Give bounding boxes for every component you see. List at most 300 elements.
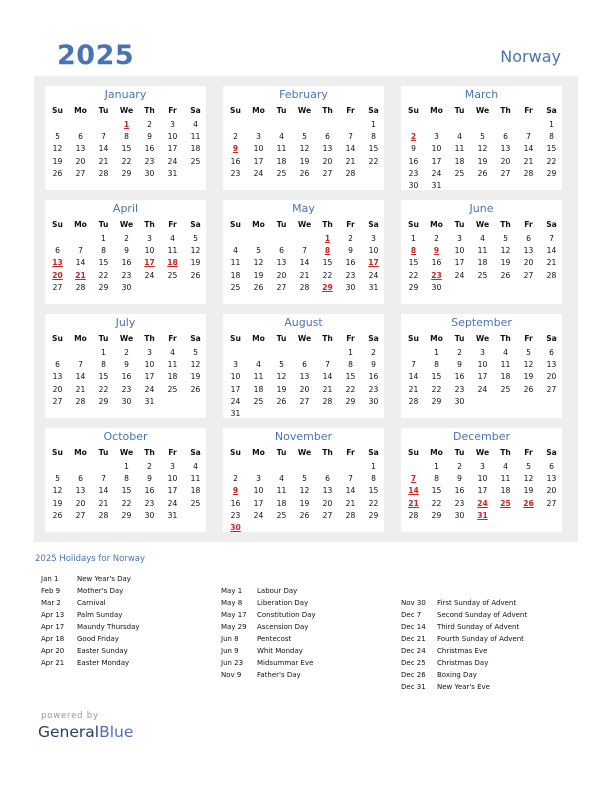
- day-cell: 2: [434, 234, 439, 243]
- month-title: August: [284, 316, 323, 329]
- day-cell: 12: [477, 144, 488, 154]
- holiday-date: Apr 13: [41, 611, 65, 619]
- day-cell: 23: [121, 270, 132, 280]
- day-cell: 26: [253, 282, 264, 292]
- day-cell: 17: [431, 156, 442, 166]
- day-cell: 19: [523, 486, 534, 496]
- day-cell: 2: [147, 462, 152, 471]
- holiday-date: Apr 18: [41, 635, 65, 643]
- page-title-year: 2025: [57, 40, 135, 71]
- weekday-label: Tu: [98, 334, 109, 343]
- day-cell: 23: [454, 498, 465, 508]
- day-cell: 4: [233, 246, 238, 256]
- day-cell: 7: [78, 360, 83, 370]
- day-cell: 5: [302, 474, 307, 484]
- day-cell: 24: [368, 270, 379, 280]
- month-october: [45, 428, 206, 532]
- month-july: [45, 314, 206, 418]
- weekday-label: We: [297, 220, 312, 229]
- holiday-name: New Year's Day: [77, 575, 131, 583]
- holiday-day: 8: [410, 246, 417, 256]
- day-cell: 22: [322, 270, 333, 280]
- day-cell: 6: [526, 234, 531, 243]
- day-cell: 22: [121, 498, 132, 508]
- day-cell: 14: [75, 258, 86, 268]
- brand-logo[interactable]: [38, 723, 133, 741]
- month-title: March: [464, 88, 499, 101]
- weekday-label: Th: [322, 334, 333, 343]
- day-cell: 27: [546, 384, 557, 394]
- weekday-label: We: [297, 448, 312, 457]
- day-cell: 15: [98, 258, 109, 268]
- day-cell: 30: [454, 510, 465, 520]
- holiday-row: [41, 599, 106, 608]
- day-cell: 29: [98, 396, 109, 406]
- weekday-label: Th: [322, 106, 333, 115]
- weekday-label: Sa: [368, 106, 379, 115]
- weekday-label: Tu: [276, 220, 287, 229]
- day-cell: 5: [55, 132, 60, 142]
- day-cell: 16: [230, 498, 241, 508]
- day-cell: 15: [121, 486, 132, 496]
- weekday-label: Mo: [430, 106, 443, 115]
- day-cell: 18: [190, 144, 201, 154]
- day-cell: 23: [345, 270, 356, 280]
- day-cell: 1: [549, 120, 554, 129]
- day-cell: 23: [408, 168, 419, 178]
- holiday-row: [221, 611, 316, 620]
- weekday-label: Mo: [74, 220, 87, 229]
- holiday-date: Apr 20: [41, 647, 65, 655]
- day-cell: 6: [55, 246, 60, 256]
- weekday-label: Sa: [190, 220, 201, 229]
- day-cell: 19: [190, 372, 201, 382]
- holiday-name: Easter Sunday: [77, 647, 128, 655]
- day-cell: 7: [549, 234, 554, 243]
- day-cell: 4: [457, 132, 462, 142]
- day-cell: 29: [431, 510, 442, 520]
- day-cell: 2: [233, 132, 238, 142]
- holiday-row: [41, 659, 129, 668]
- day-cell: 18: [276, 498, 287, 508]
- day-cell: 23: [121, 384, 132, 394]
- holiday-day: 7: [410, 474, 417, 484]
- day-cell: 20: [276, 270, 287, 280]
- holiday-row: [401, 599, 516, 608]
- day-cell: 6: [503, 132, 508, 142]
- day-cell: 23: [368, 384, 379, 394]
- day-cell: 12: [523, 474, 534, 484]
- day-cell: 6: [78, 132, 83, 142]
- month-title: February: [279, 88, 328, 101]
- holiday-day: 9: [232, 486, 239, 496]
- day-cell: 10: [477, 474, 488, 484]
- day-cell: 3: [480, 348, 485, 357]
- day-cell: 27: [52, 282, 63, 292]
- weekday-label: Su: [52, 220, 63, 229]
- holiday-date: Nov 9: [221, 671, 242, 679]
- day-cell: 7: [302, 246, 307, 256]
- day-cell: 29: [98, 282, 109, 292]
- day-cell: 28: [98, 510, 109, 520]
- weekday-label: Sa: [546, 220, 557, 229]
- day-cell: 30: [121, 396, 132, 406]
- weekday-label: Su: [408, 334, 419, 343]
- month-january: [45, 86, 206, 190]
- day-cell: 25: [253, 396, 264, 406]
- day-cell: 22: [431, 498, 442, 508]
- day-cell: 8: [549, 132, 554, 142]
- day-cell: 26: [523, 384, 534, 394]
- day-cell: 8: [371, 474, 376, 484]
- day-cell: 27: [322, 510, 333, 520]
- day-cell: 3: [434, 132, 439, 142]
- day-cell: 26: [299, 168, 310, 178]
- weekday-label: Sa: [368, 334, 379, 343]
- day-cell: 21: [546, 258, 557, 268]
- day-cell: 20: [75, 156, 86, 166]
- day-cell: 27: [52, 396, 63, 406]
- holiday-name: Maundy Thursday: [77, 623, 140, 631]
- day-cell: 27: [75, 168, 86, 178]
- weekday-label: We: [475, 106, 490, 115]
- day-cell: 3: [170, 120, 175, 129]
- day-cell: 22: [98, 270, 109, 280]
- month-title: November: [274, 430, 333, 443]
- weekday-label: Fr: [168, 448, 177, 457]
- day-cell: 27: [75, 510, 86, 520]
- day-cell: 21: [322, 384, 333, 394]
- holiday-row: [401, 671, 477, 680]
- day-cell: 7: [348, 474, 353, 484]
- day-cell: 1: [371, 120, 376, 129]
- weekday-label: We: [297, 334, 312, 343]
- day-cell: 20: [75, 498, 86, 508]
- day-cell: 10: [167, 474, 178, 484]
- holiday-day: 21: [75, 270, 86, 280]
- country-name: Norway: [500, 47, 561, 66]
- day-cell: 21: [299, 270, 310, 280]
- holiday-day: 18: [167, 258, 178, 268]
- weekday-label: Th: [500, 106, 511, 115]
- weekday-label: Sa: [546, 334, 557, 343]
- weekday-label: Fr: [168, 220, 177, 229]
- holiday-row: [41, 623, 140, 632]
- day-cell: 30: [368, 396, 379, 406]
- holiday-date: Dec 21: [401, 635, 426, 643]
- day-cell: 30: [121, 282, 132, 292]
- holiday-day: 1: [123, 120, 130, 129]
- day-cell: 22: [368, 156, 379, 166]
- weekday-label: Tu: [276, 106, 287, 115]
- holiday-row: [401, 647, 487, 656]
- month-title: May: [292, 202, 315, 215]
- holiday-row: [401, 659, 488, 668]
- weekday-label: Sa: [190, 448, 201, 457]
- day-cell: 7: [101, 132, 106, 142]
- holiday-day: 24: [477, 498, 488, 508]
- day-cell: 10: [144, 360, 155, 370]
- day-cell: 23: [144, 498, 155, 508]
- day-cell: 2: [124, 348, 129, 357]
- day-cell: 13: [299, 372, 310, 382]
- weekday-label: We: [119, 448, 134, 457]
- day-cell: 3: [256, 132, 261, 142]
- day-cell: 4: [279, 132, 284, 142]
- month-march: [401, 86, 562, 190]
- day-cell: 6: [279, 246, 284, 256]
- day-cell: 19: [477, 156, 488, 166]
- month-may: [223, 200, 384, 304]
- day-cell: 5: [480, 132, 485, 142]
- weekday-label: Mo: [74, 448, 87, 457]
- day-cell: 2: [348, 234, 353, 243]
- day-cell: 30: [454, 396, 465, 406]
- brand-part-2: Blue: [99, 723, 134, 741]
- weekday-label: Th: [322, 448, 333, 457]
- day-cell: 18: [190, 486, 201, 496]
- day-cell: 11: [190, 132, 201, 142]
- holiday-day: 30: [230, 523, 241, 532]
- day-cell: 10: [477, 360, 488, 370]
- day-cell: 5: [279, 360, 284, 370]
- day-cell: 23: [144, 156, 155, 166]
- day-cell: 25: [230, 282, 241, 292]
- day-cell: 6: [78, 474, 83, 484]
- weekday-label: Th: [500, 220, 511, 229]
- day-cell: 12: [299, 144, 310, 154]
- day-cell: 15: [431, 486, 442, 496]
- holiday-day: 29: [322, 282, 333, 292]
- day-cell: 14: [98, 144, 109, 154]
- day-cell: 16: [144, 144, 155, 154]
- day-cell: 20: [299, 384, 310, 394]
- holiday-name: Christmas Eve: [437, 647, 488, 655]
- day-cell: 22: [546, 156, 557, 166]
- holiday-row: [41, 635, 119, 644]
- month-title: April: [112, 202, 139, 215]
- weekday-label: Tu: [454, 448, 465, 457]
- day-cell: 15: [368, 144, 379, 154]
- day-cell: 11: [190, 474, 201, 484]
- day-cell: 12: [190, 360, 201, 370]
- day-cell: 19: [190, 258, 201, 268]
- day-cell: 21: [523, 156, 534, 166]
- weekday-label: Th: [144, 334, 155, 343]
- weekday-label: Sa: [190, 106, 201, 115]
- day-cell: 8: [101, 246, 106, 256]
- weekday-label: Su: [230, 106, 241, 115]
- day-cell: 16: [454, 372, 465, 382]
- day-cell: 19: [500, 258, 511, 268]
- day-cell: 24: [230, 396, 241, 406]
- day-cell: 8: [348, 360, 353, 370]
- day-cell: 31: [431, 181, 442, 190]
- day-cell: 25: [477, 270, 488, 280]
- day-cell: 8: [371, 132, 376, 142]
- day-cell: 16: [454, 486, 465, 496]
- day-cell: 28: [75, 282, 86, 292]
- holiday-name: Liberation Day: [257, 599, 309, 607]
- day-cell: 15: [322, 258, 333, 268]
- day-cell: 11: [253, 372, 264, 382]
- day-cell: 1: [348, 348, 353, 357]
- day-cell: 21: [98, 156, 109, 166]
- holiday-date: Nov 30: [401, 599, 426, 607]
- day-cell: 3: [256, 474, 261, 484]
- holidays-title: 2025 Holidays for Norway: [35, 554, 146, 564]
- holiday-row: [221, 623, 308, 632]
- day-cell: 1: [371, 462, 376, 471]
- day-cell: 30: [144, 168, 155, 178]
- weekday-label: Fr: [346, 220, 355, 229]
- day-cell: 19: [523, 372, 534, 382]
- month-title: January: [104, 88, 147, 101]
- day-cell: 17: [167, 486, 178, 496]
- day-cell: 13: [500, 144, 511, 154]
- weekday-label: Tu: [454, 106, 465, 115]
- holiday-name: Second Sunday of Advent: [437, 611, 528, 619]
- day-cell: 1: [101, 234, 106, 243]
- day-cell: 15: [121, 144, 132, 154]
- weekday-label: Mo: [252, 334, 265, 343]
- day-cell: 27: [322, 168, 333, 178]
- day-cell: 5: [55, 474, 60, 484]
- holiday-row: [221, 599, 308, 608]
- weekday-label: Mo: [252, 220, 265, 229]
- day-cell: 5: [193, 348, 198, 357]
- day-cell: 3: [371, 234, 376, 243]
- day-cell: 13: [322, 486, 333, 496]
- day-cell: 9: [124, 360, 129, 370]
- day-cell: 1: [411, 234, 416, 243]
- month-title: June: [469, 202, 494, 215]
- day-cell: 26: [477, 168, 488, 178]
- day-cell: 2: [233, 474, 238, 484]
- day-cell: 24: [431, 168, 442, 178]
- holiday-row: [401, 635, 524, 644]
- weekday-label: Sa: [190, 334, 201, 343]
- holiday-name: Midsummar Eve: [257, 659, 314, 667]
- weekday-label: Tu: [276, 448, 287, 457]
- day-cell: 26: [52, 168, 63, 178]
- holiday-row: [401, 683, 490, 692]
- day-cell: 15: [431, 372, 442, 382]
- day-cell: 24: [144, 270, 155, 280]
- day-cell: 29: [431, 396, 442, 406]
- holiday-date: Jun 9: [221, 647, 239, 655]
- day-cell: 19: [299, 498, 310, 508]
- day-cell: 31: [167, 510, 178, 520]
- day-cell: 4: [256, 360, 261, 370]
- day-cell: 16: [230, 156, 241, 166]
- day-cell: 14: [546, 246, 557, 256]
- holiday-row: [221, 587, 297, 596]
- month-august: [223, 314, 384, 418]
- holiday-day: 2: [410, 132, 417, 142]
- day-cell: 6: [325, 132, 330, 142]
- day-cell: 26: [500, 270, 511, 280]
- month-december: [401, 428, 562, 532]
- day-cell: 1: [434, 462, 439, 471]
- day-cell: 11: [276, 144, 287, 154]
- weekday-label: Mo: [430, 448, 443, 457]
- day-cell: 31: [230, 409, 241, 418]
- day-cell: 15: [408, 258, 419, 268]
- weekday-label: Tu: [98, 448, 109, 457]
- day-cell: 20: [546, 486, 557, 496]
- day-cell: 9: [348, 246, 353, 256]
- holiday-name: Fourth Sunday of Advent: [437, 635, 524, 643]
- day-cell: 19: [52, 498, 63, 508]
- day-cell: 2: [457, 462, 462, 471]
- holiday-row: [221, 647, 303, 656]
- day-cell: 28: [408, 510, 419, 520]
- weekday-label: Th: [144, 448, 155, 457]
- day-cell: 20: [546, 372, 557, 382]
- day-cell: 10: [253, 486, 264, 496]
- holiday-name: Mother's Day: [77, 587, 124, 595]
- day-cell: 31: [368, 282, 379, 292]
- day-cell: 4: [170, 234, 175, 243]
- holiday-row: [221, 659, 313, 668]
- day-cell: 24: [253, 510, 264, 520]
- month-title: December: [452, 430, 511, 443]
- day-cell: 4: [480, 234, 485, 243]
- holiday-row: [41, 611, 122, 620]
- holiday-name: Father's Day: [257, 671, 301, 679]
- day-cell: 9: [371, 360, 376, 370]
- day-cell: 3: [480, 462, 485, 471]
- month-november: [223, 428, 384, 532]
- day-cell: 18: [276, 156, 287, 166]
- day-cell: 12: [299, 486, 310, 496]
- day-cell: 7: [101, 474, 106, 484]
- weekday-label: We: [119, 334, 134, 343]
- day-cell: 25: [454, 168, 465, 178]
- day-cell: 18: [253, 384, 264, 394]
- day-cell: 17: [253, 498, 264, 508]
- weekday-label: Th: [144, 220, 155, 229]
- day-cell: 14: [322, 372, 333, 382]
- weekday-label: Mo: [430, 334, 443, 343]
- day-cell: 19: [52, 156, 63, 166]
- day-cell: 20: [322, 498, 333, 508]
- holiday-row: [41, 575, 131, 584]
- day-cell: 8: [124, 474, 129, 484]
- day-cell: 25: [190, 498, 201, 508]
- day-cell: 11: [477, 246, 488, 256]
- day-cell: 11: [230, 258, 241, 268]
- day-cell: 21: [345, 498, 356, 508]
- holiday-name: Christmas Day: [437, 659, 489, 667]
- day-cell: 16: [144, 486, 155, 496]
- day-cell: 26: [190, 270, 201, 280]
- day-cell: 12: [500, 246, 511, 256]
- weekday-label: Fr: [346, 334, 355, 343]
- day-cell: 30: [345, 282, 356, 292]
- month-september: [401, 314, 562, 418]
- day-cell: 17: [230, 384, 241, 394]
- holiday-date: Jun 23: [221, 659, 244, 667]
- day-cell: 20: [322, 156, 333, 166]
- day-cell: 4: [193, 462, 198, 471]
- day-cell: 5: [256, 246, 261, 256]
- day-cell: 27: [299, 396, 310, 406]
- day-cell: 6: [549, 462, 554, 471]
- day-cell: 20: [52, 384, 63, 394]
- day-cell: 18: [500, 372, 511, 382]
